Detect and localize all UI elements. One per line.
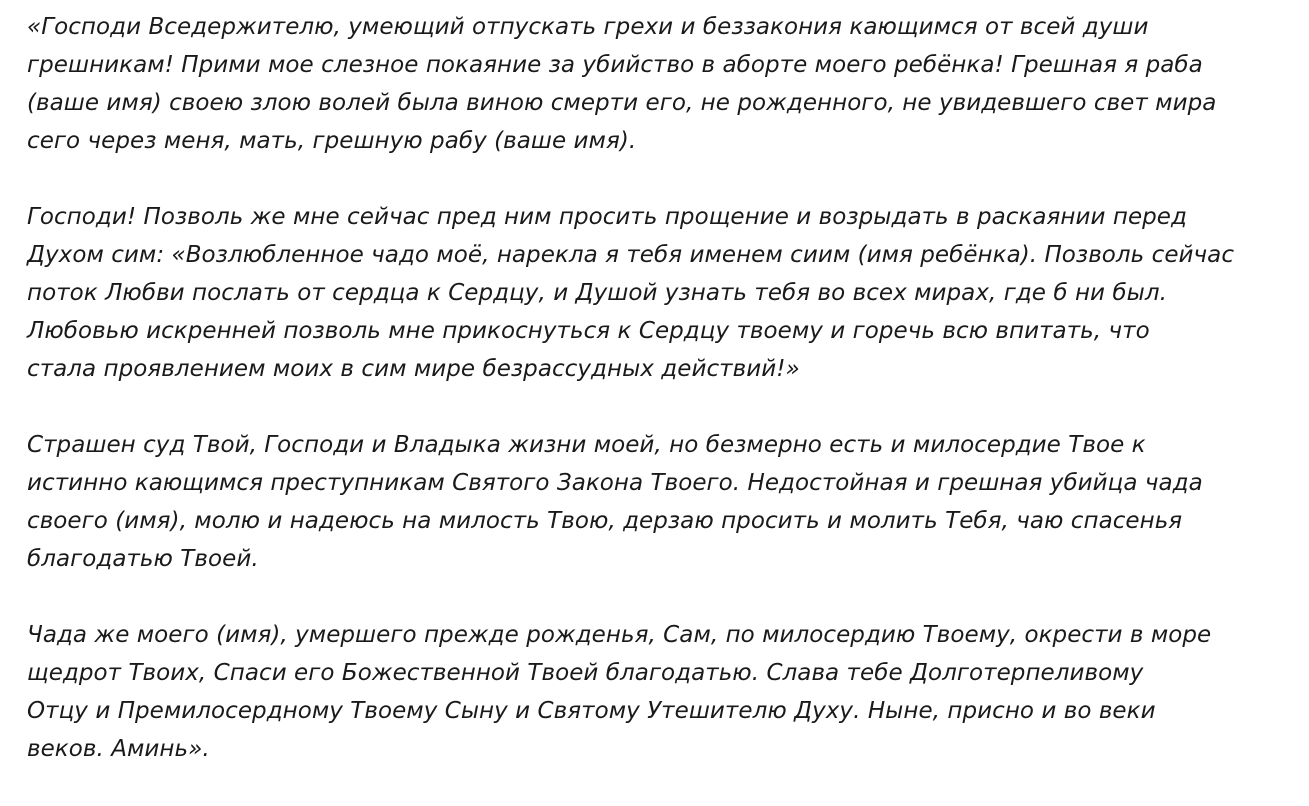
text-line: своего (имя), молю и надеюсь на милость Твою, дерзаю просить и молить Тебя, чаю спасенья — [27, 508, 1183, 534]
text-line: Чада же моего (имя), умершего прежде рожденья, Сам, по милосердию Твоему, окрести в море — [27, 622, 1212, 648]
text-line: Любовью искренней позволь мне прикоснуться к Сердцу твоему и горечь всю впитать, что — [27, 318, 1150, 344]
text-line: Страшен суд Твой, Господи и Владыка жизни моей, но безмерно есть и милосердие Твое к — [27, 432, 1146, 458]
text-line: истинно кающимся преступникам Святого Закона Твоего. Недостойная и грешная убийца чада — [27, 470, 1203, 496]
paragraph-1 — [27, 8, 1297, 160]
text-line: стала проявлением моих в сим мире безрассудных действий!» — [27, 356, 800, 382]
paragraph-3 — [27, 426, 1297, 578]
paragraph-2 — [27, 198, 1297, 388]
text-line: Духом сим: «Возлюбленное чадо моё, нарекла я тебя именем сиим (имя ребёнка). Позволь сейчас — [27, 242, 1235, 268]
text-line: Господи! Позволь же мне сейчас пред ним просить прощение и возрыдать в раскаянии перед — [27, 204, 1187, 230]
text-line: поток Любви послать от сердца к Сердцу, и Душой узнать тебя во всех мирах, где б ни был. — [27, 280, 1167, 306]
paragraph-4 — [27, 616, 1297, 768]
text-line: (ваше имя) своею злою волей была виною смерти его, не рожденного, не увидевшего свет мира — [27, 90, 1217, 116]
text-line: грешникам! Прими мое слезное покаяние за убийство в аборте моего ребёнка! Грешная я раба — [27, 52, 1203, 78]
text-line: веков. Аминь». — [27, 736, 210, 762]
text-line: благодатью Твоей. — [27, 546, 259, 572]
text-line: «Господи Вседержителю, умеющий отпускать грехи и беззакония кающимся от всей души — [27, 14, 1149, 40]
text-line: щедрот Твоих, Спаси его Божественной Твоей благодатью. Слава тебе Долготерпеливому — [27, 660, 1144, 686]
text-line: Отцу и Премилосердному Твоему Сыну и Святому Утешителю Духу. Ныне, присно и во веки — [27, 698, 1156, 724]
text-line: сего через меня, мать, грешную рабу (ваше имя). — [27, 128, 637, 154]
prayer-text — [27, 8, 1297, 806]
